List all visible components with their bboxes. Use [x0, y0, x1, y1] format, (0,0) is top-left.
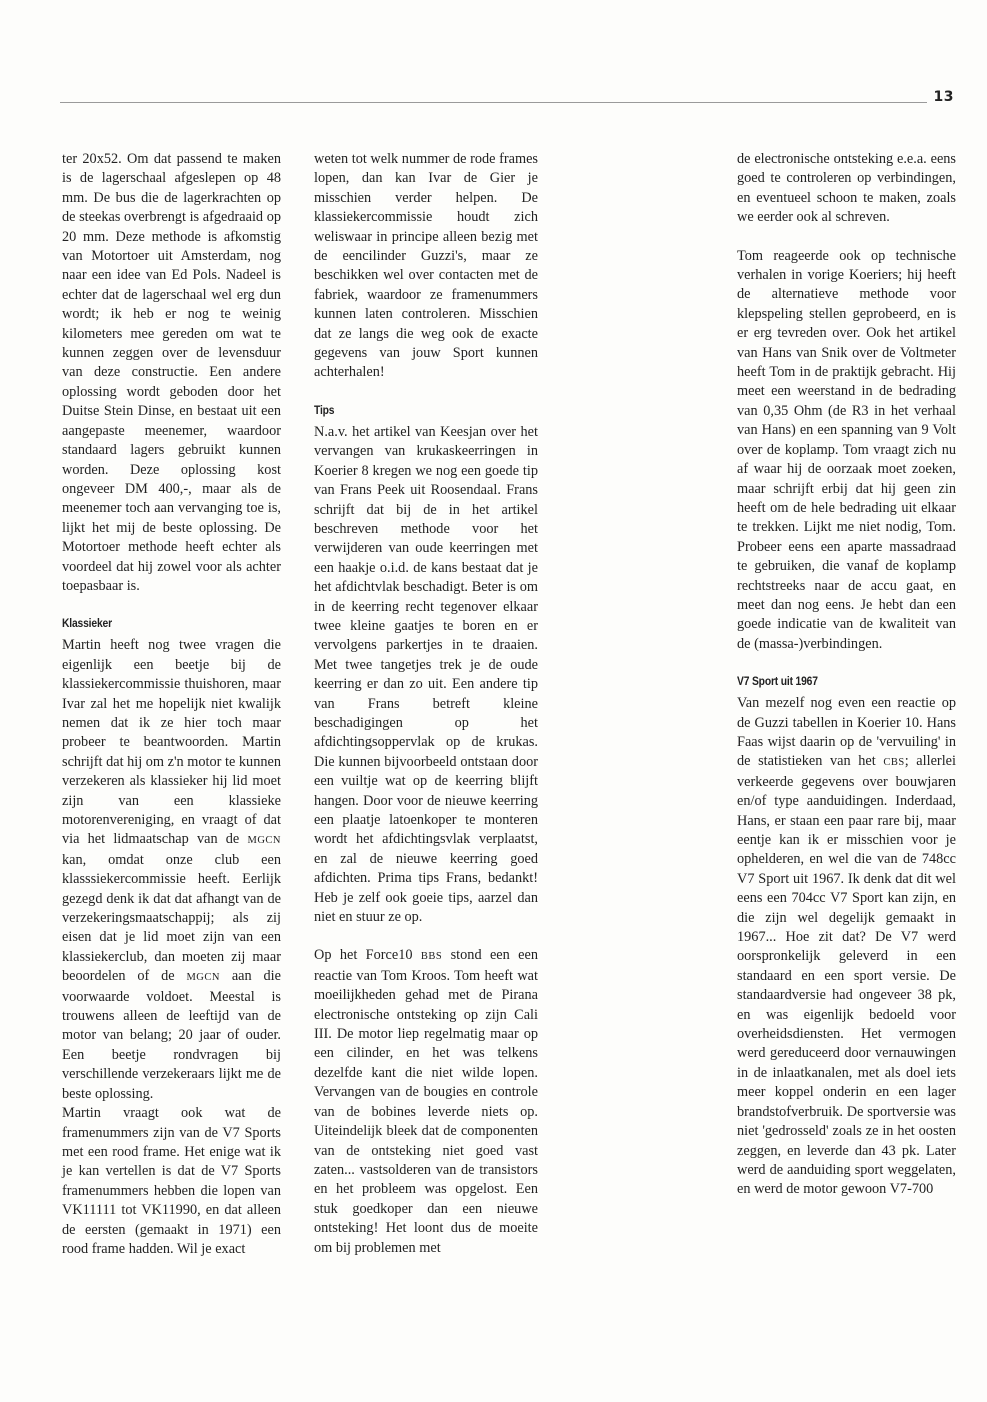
column-1-paragraph-3: Martin vraagt ook wat de framenummers zijn van de V7 Sports met een rood frame. Het enige wat ik je kan vertellen is dat de V7 Sports framenummers hebben die lopen van VK11111 tot VK11990, en dat alleen de eersten (gemaakt in 1971) een rood frame hadden. Wil je exact — [62, 1105, 281, 1257]
column-3-paragraph-3 — [737, 694, 956, 1200]
column-2 — [314, 150, 538, 1258]
column-2-paragraph-2: N.a.v. het artikel van Keesjan over het vervangen van krukaskeerringen in Koerier 8 kregen we nog een goede tip van Frans Peek uit Roosendaal. Frans schrijft dat bij de in het artikel beschreven methode voor het verwijderen van oude keerringen met een haakje o.i.d. de kans bestaat dat je het afdichtvlak beschadigt. Beter is om in de keerring recht tegenover elkaar twee kleine gaatjes te boren en er vervolgens parkertjes in te draaien. Met twee tangetjes trek je de oude keerring er dan zo uit. Een andere tip van Frans betreft kleine beschadigingen op het afdichtingsoppervlak op de krukas. Die kunnen bijvoorbeeld ontstaan door een vuiltje wat op de keerring blijft hangen. Door voor de nieuwe keerring een plaatje latoenkoper te monteren wordt het afdichtingsvlak verplaatst, en zal de nieuwe keerring goed afdichten. Prima tips Frans, bedankt! Heb je zelf ook goeie tips, aarzel dan niet en stuur ze op. — [314, 423, 538, 926]
text-run: stond een een reactie van Tom Kroos. Tom heeft wat moeilijkheden gehad met de Pirana electronische ontsteking op zijn Cali III. De motor liep regelmatig maar op een cilinder, en het was telkens dezelfde kant die niet wilde lopen. Vervangen van de bougies en controle van de bobines leverde niets op. Uiteindelijk bleek dat de componenten van de ontsteking niet goed vast zaten... vastsolderen van de transistors en het probleem was opgelost. Een stuk goedkoper dan een nieuwe ontsteking! Het loont dus de moeite om bij problemen met — [314, 947, 539, 1256]
page-number: 13 — [933, 89, 954, 105]
column-3-paragraph-2: Tom reageerde ook op technische verhalen in vorige Koeriers; hij heeft de alternatieve methode voor klepspeling stellen geprobeerd, en is er erg tevreden over. Ook het artikel van Hans van Snik over de Voltmeter heeft Tom in de praktijk gebracht. Hij meet een weerstand in de bedrading van 0,35 Ohm (de R3 in het verhaal van Hans) en een spanning van 9 Volt over de koplamp. Tom vraagt zich nu af waar hij de oorzaak moet zoeken, maar schrijft erbij dat hij geen zin heeft om de hele bedrading uit elkaar te trekken. Lijkt me niet nodig, Tom. Probeer eens een aparte massadraad te gebruiken, die vanaf de koplamp rechtstreeks naar de accu gaat, en meet dan nog eens. Je hebt dan een goede indicatie van de kwaliteit van de (massa-)verbindingen. — [737, 247, 956, 652]
club-abbreviation: MGCN — [186, 972, 220, 984]
bbs-abbreviation: BBS — [420, 951, 443, 963]
text-run: Van mezelf nog even een reactie op de Guzzi tabellen in Koerier 10. Hans Faas wijst daarin op de 'vervuiling' in de statistieken van het — [737, 695, 956, 770]
section-heading-v7-sport: V7 Sport uit 1967 — [737, 674, 818, 689]
column-2-paragraph-3 — [314, 946, 538, 1258]
cbs-abbreviation: CBS — [883, 757, 905, 769]
column-3 — [737, 150, 956, 1200]
text-run: Op het Force10 — [314, 947, 421, 964]
column-1-paragraph-1: ter 20x52. Om dat passend te maken is de lagerschaal afgeslepen op 48 mm. De bus die de lagerkrachten op de steekas overbrengt is afgedraaid op 20 mm. Deze methode is afkomstig van Motortoer uit Amsterdam, nog naar een idee van Ed Pols. Nadeel is echter dat de lagerschaal wel erg dun wordt; ik heb er nog te weinig kilometers mee gereden om wat te kunnen zeggen over de levensduur van deze constructie. Een andere oplossing wordt geboden door het Duitse Stein Dinse, en bestaat uit een aangepaste meenemer, waardoor standaard lagers gebruikt kunnen worden. Deze oplossing kost ongeveer DM 400,-, maar als de meenemer toch aan vervanging toe is, lijkt het mij de beste oplossing. De Motortoer methode heeft echter als voordeel dat hij zowel voor als achter toepasbaar is. — [62, 151, 281, 594]
column-3-paragraph-1: de electronische ontsteking e.e.a. eens goed te controleren op verbindingen, en eventueel schoon te maken, zoals we eerder ook al schreven. — [737, 151, 956, 226]
text-run: aan die voorwaarde voldoet. Meestal is trouwens alleen de leeftijd van de motor van belang; 20 jaar of ouder. Een beetje rondvragen bij verschillende verzekeraars lijkt me de beste oplossing. — [62, 968, 281, 1102]
column-2-paragraph-1: weten tot welk nummer de rode frames lopen, dan kan Ivar de Gier je misschien verder helpen. De klassiekercommissie houdt zich weliswaar in principe alleen bezig met de eencilinder Guzzi's, maar ze beschikken wel over contacten met de fabriek, waardoor ze framenummers kunnen laten controleren. Misschien dat ze langs die weg ook de exacte gegevens van jouw Sport kunnen achterhalen! — [314, 151, 538, 381]
column-1 — [62, 150, 281, 1259]
text-run: Martin heeft nog twee vragen die eigenlijk een beetje bij de klassiekercommissie thuishoren, maar Ivar zal het me hopelijk niet kwalijk nemen dat ik ze hier toch maar probeer te beantwoorden. Martin schrijft dat hij om z'n motor te kunnen verzekeren als klassieker hij lid moet zijn van een klassieke motorenvereniging, en vraagt of dat via het lidmaatschap van de — [62, 637, 281, 848]
header-rule — [60, 102, 927, 103]
section-heading-tips: Tips — [314, 402, 335, 417]
column-1-paragraph-2 — [62, 636, 281, 1104]
text-run: ; allerlei verkeerde gegevens over bouwjaren en/of type aanduidingen. Inderdaad, Hans, er staan een paar rare bij, maar eentje kan ik er misschien voor je ophelderen, en wel die van de 748cc V7 Sport uit 1967. Ik denk dat dit wel eens een 704cc V7 Sport kan zijn, en die zijn wel degelijk gemaakt in 1967... Hoe zit dat? De V7 werd oorspronkelijk geleverd in een standaard en een sport versie. De standaardversie had ongeveer 38 pk, en was eigenlijk bedoeld voor overheidsdiensten. Het vermogen werd gereduceerd door vernauwingen in de inlaatkanalen, met als doel iets meer koppel onderin en een lager brandstofverbruik. De sportversie was niet 'gedrosseld' zoals ze in het oosten zeggen, en leverde dan 43 pk. Later werd de aanduiding sport weggelaten, en werd de motor gewoon V7-700 — [737, 753, 956, 1198]
section-heading-klassieker: Klassieker — [62, 616, 112, 631]
text-run: kan, omdat onze club een klasssiekercommissie heeft. Eerlijk gezegd denk ik dat dat afhangt van de verzekeringsmaatschappij; als zij eisen dat je lid moet zijn van een klassiekerclub, dan moeten zij maar beoordelen of de — [62, 851, 281, 985]
club-abbreviation: MGCN — [247, 835, 281, 847]
